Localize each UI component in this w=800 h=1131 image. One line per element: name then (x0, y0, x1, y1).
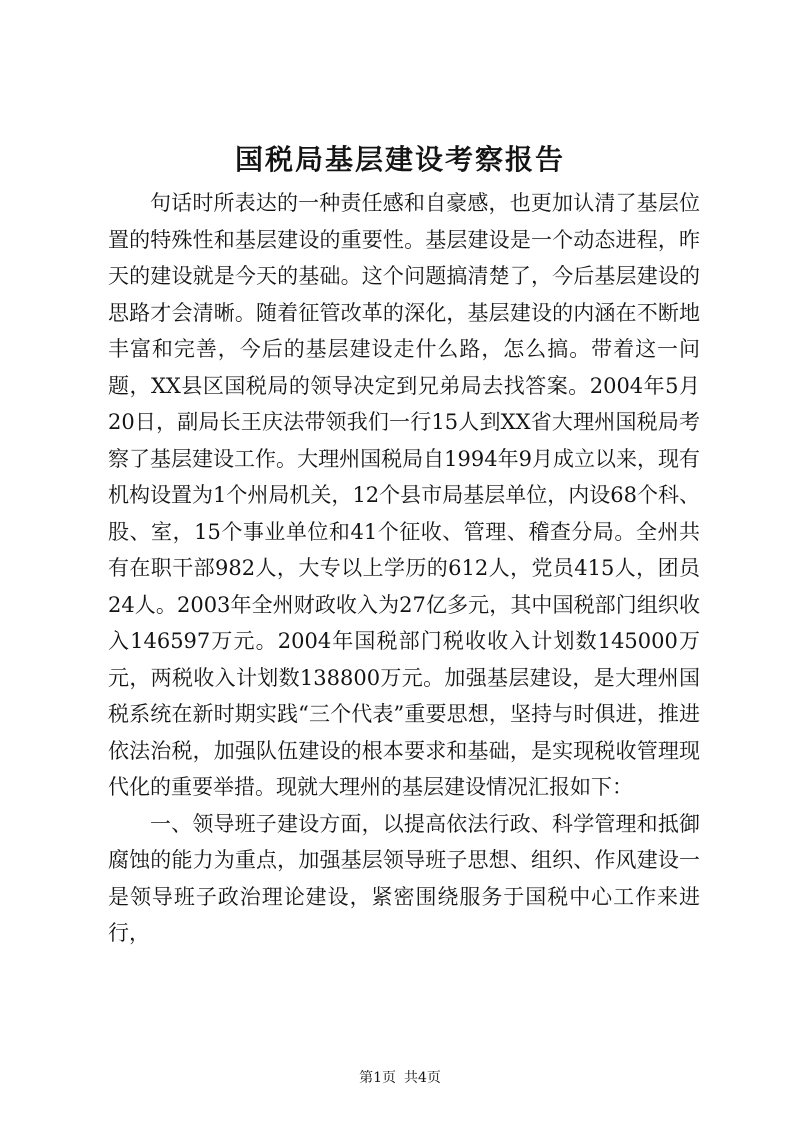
page-footer (0, 1068, 800, 1088)
page-number: 第1页 (359, 1070, 396, 1086)
document-title: 国税局基层建设考察报告 (234, 143, 565, 176)
body-paragraph-2: 一、领导班子建设方面，以提高依法行政、科学管理和抵御腐蚀的能力为重点，加强基层领导班子思想、组织、作风建设一是领导班子政治理论建设，紧密围绕服务于国税中心工作来进行， (108, 811, 700, 945)
page-total: 共4页 (404, 1070, 441, 1086)
body-paragraph-1: 句话时所表达的一种责任感和自豪感，也更加认清了基层位置的特殊性和基层建设的重要性。基层建设是一个动态进程，昨天的建设就是今天的基础。这个问题搞清楚了，今后基层建设的思路才会清晰。随着征管改革的深化，基层建设的内涵在不断地丰富和完善，今后的基层建设走什么路，怎么搞。带着这一问题，XX县区国税局的领导决定到兄弟局去找答案。2004年5月20日，副局长王庆法带领我们一行15人到XX省大理州国税局考察了基层建设工作。大理州国税局自1994年9月成立以来，现有机构设置为1个州局机关，12个县市局基层单位，内设68个科、股、室，15个事业单位和41个征收、管理、稽查分局。全州共有在职干部982人，大专以上学历的612人，党员415人，团员24人。2003年全州财政收入为27亿多元，其中国税部门组织收入146597万元。2004年国税部门税收收入计划数145000万元，两税收入计划数138800万元。加强基层建设，是大理州国税系统在新时期实践“三个代表”重要思想，坚持与时俱进，推进依法治税，加强队伍建设的根本要求和基础，是实现税收管理现代化的重要举措。现就大理州的基层建设情况汇报如下： (108, 191, 700, 799)
document-body (108, 185, 700, 952)
